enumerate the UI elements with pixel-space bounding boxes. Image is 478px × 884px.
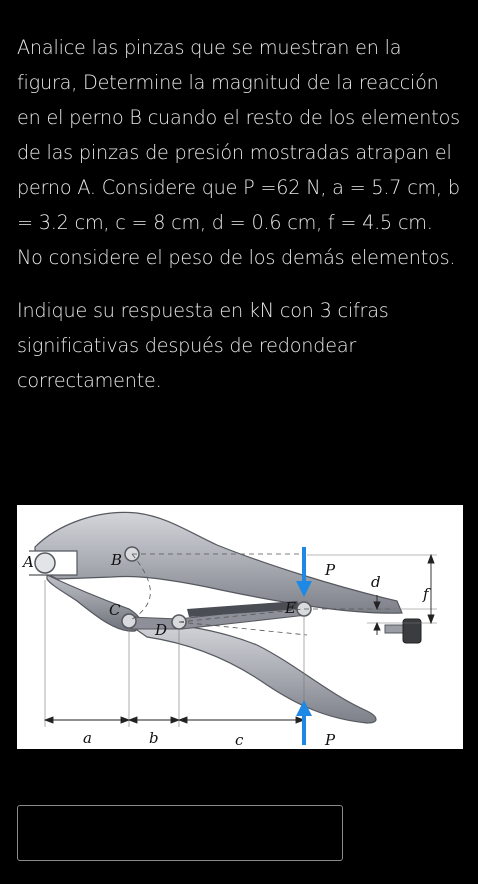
label-P-bottom: P: [325, 731, 336, 749]
pliers-diagram: [17, 505, 463, 749]
label-d: d: [371, 573, 381, 591]
label-B: B: [111, 551, 123, 569]
pliers-figure: [17, 505, 463, 749]
adjusting-screw: [385, 625, 405, 633]
pin-C: [122, 614, 136, 628]
answer-input[interactable]: [17, 805, 343, 861]
question-paragraph-1: Analice las pinzas que se muestran en la figura, Determine la magnitud de la reacción en el perno B cuando el resto de los elementos de las pinzas de presión mostradas atrapan el perno A. Considere que P =62 N, a = 5.7 cm, b = 3.2 cm, c = 8 cm, d = 0.6 cm, f = 4.5 cm. No considere el peso de los demás elementos.: [17, 36, 460, 269]
label-E: E: [285, 599, 296, 617]
horizontal-dimensions: [45, 717, 304, 723]
label-f: f: [423, 585, 429, 603]
pin-A: [35, 553, 55, 573]
label-C: C: [109, 601, 121, 619]
label-D: D: [155, 621, 168, 639]
question-text: [17, 30, 462, 416]
question-paragraph-2: Indique su respuesta en kN con 3 cifras significativas después de redondear correctamente.: [17, 299, 389, 392]
label-A: A: [23, 553, 34, 571]
label-c: c: [235, 731, 244, 749]
label-a: a: [83, 729, 92, 747]
label-b: b: [149, 729, 159, 747]
adjusting-knob: [403, 619, 421, 643]
label-P-top: P: [325, 561, 336, 579]
